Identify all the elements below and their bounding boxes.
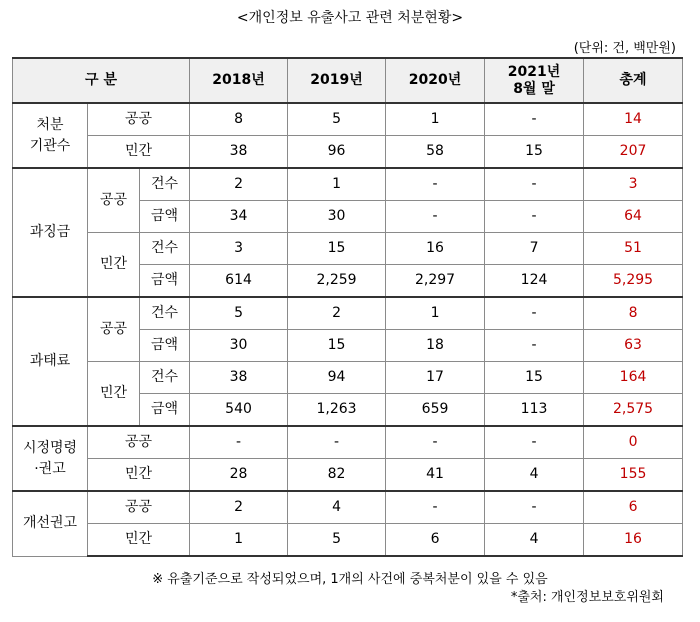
- total-cell: 155: [584, 459, 683, 492]
- item-label: 건수: [140, 362, 190, 394]
- sub-label: 공공: [88, 168, 140, 233]
- cell: 15: [485, 136, 584, 169]
- footnote: ※ 유출기준으로 작성되었으며, 1개의 사건에 중복처분이 있을 수 있음: [152, 572, 548, 587]
- sub-label: 공공: [88, 297, 140, 362]
- cell: 15: [288, 330, 386, 362]
- section-label: 과태료: [13, 297, 88, 426]
- header-total: 총계: [584, 58, 683, 103]
- cell: 1,263: [288, 394, 386, 427]
- table-title: <개인정보 유출사고 관련 처분현황>: [236, 10, 464, 26]
- cell: 8: [190, 103, 288, 136]
- item-label: 금액: [140, 265, 190, 298]
- cell: 4: [288, 491, 386, 524]
- total-cell: 16: [584, 524, 683, 557]
- total-cell: 51: [584, 233, 683, 265]
- table-row: [13, 524, 683, 557]
- cell: 4: [485, 524, 584, 557]
- cell: -: [485, 201, 584, 233]
- cell: 28: [190, 459, 288, 492]
- sub-label: 민간: [88, 362, 140, 427]
- sub-label: 공공: [88, 103, 190, 136]
- total-cell: 14: [584, 103, 683, 136]
- cell: 82: [288, 459, 386, 492]
- cell: 15: [288, 233, 386, 265]
- cell: 94: [288, 362, 386, 394]
- header-year: 2021년 8월 말: [485, 58, 584, 103]
- total-cell: 0: [584, 426, 683, 459]
- cell: 1: [386, 297, 485, 330]
- cell: 38: [190, 362, 288, 394]
- sub-label: 공공: [88, 426, 190, 459]
- table-row: [13, 233, 683, 265]
- cell: 2: [190, 168, 288, 201]
- section-label: 과징금: [13, 168, 88, 297]
- header-category: 구 분: [13, 58, 190, 103]
- cell: -: [190, 426, 288, 459]
- total-cell: 8: [584, 297, 683, 330]
- cell: 58: [386, 136, 485, 169]
- cell: 2,259: [288, 265, 386, 298]
- cell: 41: [386, 459, 485, 492]
- cell: 1: [190, 524, 288, 557]
- cell: 38: [190, 136, 288, 169]
- sub-label: 민간: [88, 524, 190, 557]
- item-label: 건수: [140, 168, 190, 201]
- cell: 34: [190, 201, 288, 233]
- cell: 5: [190, 297, 288, 330]
- cell: 30: [190, 330, 288, 362]
- table-row: [13, 491, 683, 524]
- section-label: 처분 기관수: [13, 103, 88, 168]
- cell: -: [485, 103, 584, 136]
- cell: -: [386, 201, 485, 233]
- item-label: 건수: [140, 233, 190, 265]
- section-label: 개선권고: [13, 491, 88, 556]
- sub-label: 민간: [88, 459, 190, 492]
- table-row: [13, 136, 683, 169]
- cell: -: [386, 491, 485, 524]
- total-cell: 2,575: [584, 394, 683, 427]
- cell: 124: [485, 265, 584, 298]
- cell: 1: [288, 168, 386, 201]
- item-label: 금액: [140, 330, 190, 362]
- header-year: 2019년: [288, 58, 386, 103]
- cell: 6: [386, 524, 485, 557]
- sub-label: 민간: [88, 136, 190, 169]
- cell: 2: [288, 297, 386, 330]
- cell: 17: [386, 362, 485, 394]
- total-cell: 164: [584, 362, 683, 394]
- cell: 2: [190, 491, 288, 524]
- cell: 4: [485, 459, 584, 492]
- total-cell: 63: [584, 330, 683, 362]
- cell: 7: [485, 233, 584, 265]
- cell: -: [485, 491, 584, 524]
- table-row: [13, 168, 683, 201]
- section-label: 시정명령 ·권고: [13, 426, 88, 491]
- cell: 5: [288, 524, 386, 557]
- cell: 614: [190, 265, 288, 298]
- total-cell: 64: [584, 201, 683, 233]
- item-label: 금액: [140, 201, 190, 233]
- total-cell: 3: [584, 168, 683, 201]
- cell: -: [485, 330, 584, 362]
- cell: -: [485, 297, 584, 330]
- cell: 18: [386, 330, 485, 362]
- cell: 15: [485, 362, 584, 394]
- total-cell: 5,295: [584, 265, 683, 298]
- table-row: [13, 103, 683, 136]
- cell: 5: [288, 103, 386, 136]
- table-row: [13, 426, 683, 459]
- cell: 30: [288, 201, 386, 233]
- item-label: 건수: [140, 297, 190, 330]
- sub-label: 민간: [88, 233, 140, 298]
- cell: -: [386, 426, 485, 459]
- cell: 540: [190, 394, 288, 427]
- sub-label: 공공: [88, 491, 190, 524]
- cell: -: [386, 168, 485, 201]
- header-year: 2018년: [190, 58, 288, 103]
- total-cell: 207: [584, 136, 683, 169]
- cell: 113: [485, 394, 584, 427]
- cell: 1: [386, 103, 485, 136]
- cell: 659: [386, 394, 485, 427]
- unit-label: (단위: 건, 백만원): [573, 41, 676, 56]
- cell: 16: [386, 233, 485, 265]
- table-row: [13, 459, 683, 492]
- cell: -: [485, 168, 584, 201]
- table-row: [13, 362, 683, 394]
- header-row: [13, 58, 683, 103]
- cell: -: [288, 426, 386, 459]
- header-year: 2020년: [386, 58, 485, 103]
- cell: -: [485, 426, 584, 459]
- cell: 3: [190, 233, 288, 265]
- source-note: *출처: 개인정보보호위원회: [510, 590, 664, 605]
- cell: 96: [288, 136, 386, 169]
- disposition-table: [12, 57, 683, 557]
- cell: 2,297: [386, 265, 485, 298]
- total-cell: 6: [584, 491, 683, 524]
- table-row: [13, 297, 683, 330]
- item-label: 금액: [140, 394, 190, 427]
